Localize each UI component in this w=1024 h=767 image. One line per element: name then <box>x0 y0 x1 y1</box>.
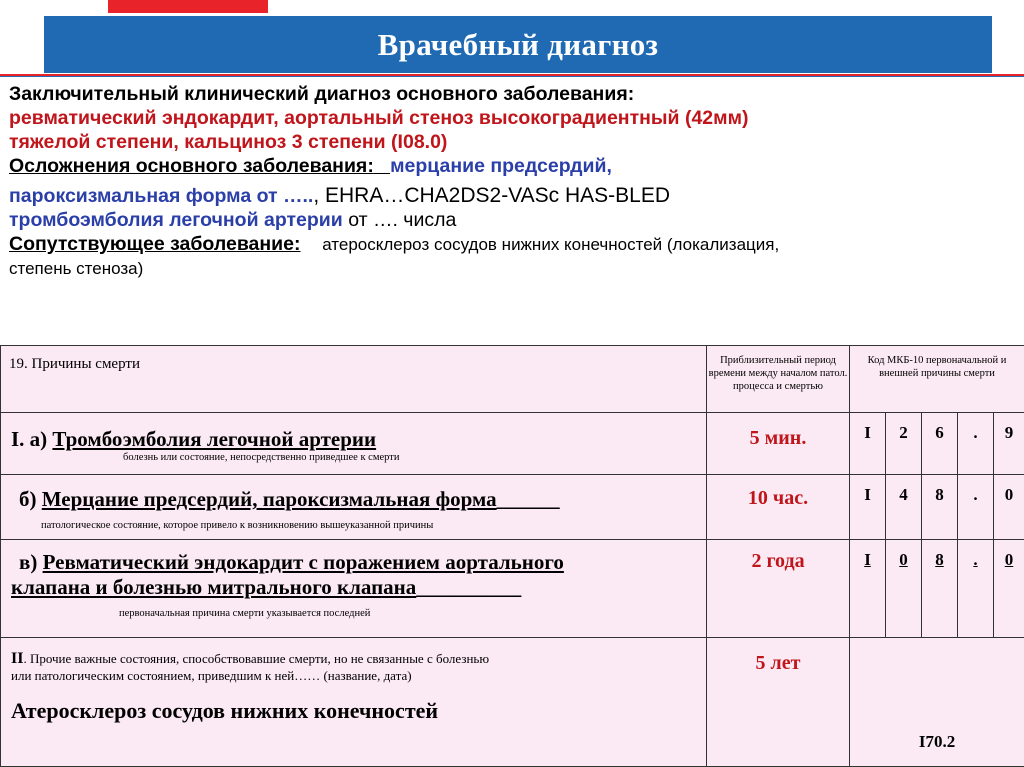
row-c-code-3: . <box>958 540 994 638</box>
row-b-cause-cell <box>1 475 707 540</box>
row-c-code-1: 0 <box>886 540 922 638</box>
row-c-code-0: I <box>850 540 886 638</box>
death-causes-table <box>0 345 1024 767</box>
row-a-code-3: . <box>958 413 994 475</box>
accent-line-blue <box>0 76 1024 77</box>
row-b-tail: ______ <box>496 487 560 511</box>
underline-gap <box>374 155 390 177</box>
table-row <box>1 540 1024 638</box>
row-c-cause-2: клапана и болезнью митрального клапана <box>11 575 417 599</box>
row-b-code-2: 8 <box>922 475 958 540</box>
row-a-note: болезнь или состояние, непосредственно приведшее к смерти <box>123 452 400 463</box>
row-b-note: патологическое состояние, которое привело к возникновению вышеуказанной причины <box>41 520 434 531</box>
row-c-time: 2 года <box>707 540 850 638</box>
table-row <box>1 475 1024 540</box>
row-other-text-1: . Прочие важные состояния, способствовавшие смерти, но не связанные с болезнью <box>23 651 490 666</box>
row-a-code-1: 2 <box>886 413 922 475</box>
complications-line-1 <box>9 154 1019 184</box>
row-other-text-2: или патологическим состоянием, приведшим к ней…… (название, дата) <box>11 668 412 683</box>
table-row <box>1 413 1024 475</box>
title-banner <box>44 16 992 73</box>
row-a-code-2: 6 <box>922 413 958 475</box>
complications-text-1: мерцание предсердий, <box>390 155 612 177</box>
top-red-bar <box>108 0 268 13</box>
row-c-prefix: в) <box>19 550 43 574</box>
final-diagnosis-text-1: ревматический эндокардит, аортальный стеноз высокоградиентный (42мм) <box>9 107 749 129</box>
row-b-code-1: 4 <box>886 475 922 540</box>
concomitant-line-1 <box>9 232 1019 257</box>
row-a-time: 5 мин. <box>707 413 850 475</box>
row-a-code-4: 9 <box>994 413 1024 475</box>
row-a-prefix: I. а) <box>11 427 53 451</box>
complications-line-3 <box>9 208 1019 232</box>
row-c-tail: __________ <box>416 575 522 599</box>
complications-text-2: пароксизмальная форма от ….. <box>9 185 314 207</box>
concomitant-text-1: атеросклероз сосудов нижних конечностей (локализация, <box>322 235 780 254</box>
concomitant-label: Сопутствующее заболевание: <box>9 233 301 255</box>
header-period: Приблизительный период времени между началом патол. процесса и смертью <box>707 346 850 413</box>
complications-text-3: тромбоэмболия легочной артерии <box>9 209 343 231</box>
complications-text-3-tail: от …. числа <box>342 209 457 231</box>
concomitant-text-2: степень стеноза) <box>9 259 144 278</box>
row-c-code-2: 8 <box>922 540 958 638</box>
slide-title: Врачебный диагноз <box>377 26 659 62</box>
complications-scores: , EHRA…CHA2DS2-VASc HAS-BLED <box>313 184 671 207</box>
row-a-cause: Тромбоэмболия легочной артерии <box>52 427 377 451</box>
header-causes: 19. Причины смерти <box>1 346 707 413</box>
final-diagnosis-text-2: тяжелой степени, кальциноз 3 степени (I08.0) <box>9 131 448 153</box>
row-other-cell <box>1 638 707 767</box>
row-c-cause-cell <box>1 540 707 638</box>
diagnosis-block <box>9 82 1019 281</box>
row-b-cause: Мерцание предсердий, пароксизмальная форма <box>41 487 497 511</box>
complications-label: Осложнения основного заболевания: <box>9 155 374 177</box>
row-a-cause-cell <box>1 413 707 475</box>
final-diagnosis-label: Заключительный клинический диагноз основного заболевания: <box>9 83 635 105</box>
row-b-code-0: I <box>850 475 886 540</box>
row-other-code: I70.2 <box>850 638 1024 767</box>
row-b-prefix: б) <box>19 487 42 511</box>
row-c-code-4: 0 <box>994 540 1024 638</box>
row-c-note: первоначальная причина смерти указывается последней <box>119 608 371 619</box>
row-other-prefix: II <box>11 650 24 667</box>
row-b-code-3: . <box>958 475 994 540</box>
row-b-time: 10 час. <box>707 475 850 540</box>
row-other-time: 5 лет <box>707 638 850 767</box>
table-row <box>1 638 1024 767</box>
header-icd: Код МКБ-10 первоначальной и внешней причины смерти <box>850 346 1024 413</box>
complications-line-2 <box>9 184 1019 208</box>
row-a-code-0: I <box>850 413 886 475</box>
row-b-code-4: 0 <box>994 475 1024 540</box>
table-header-row <box>1 346 1024 413</box>
row-other-condition: Атеросклероз сосудов нижних конечностей <box>11 698 439 723</box>
row-c-cause-1: Ревматический эндокардит с поражением аортального <box>42 550 564 574</box>
